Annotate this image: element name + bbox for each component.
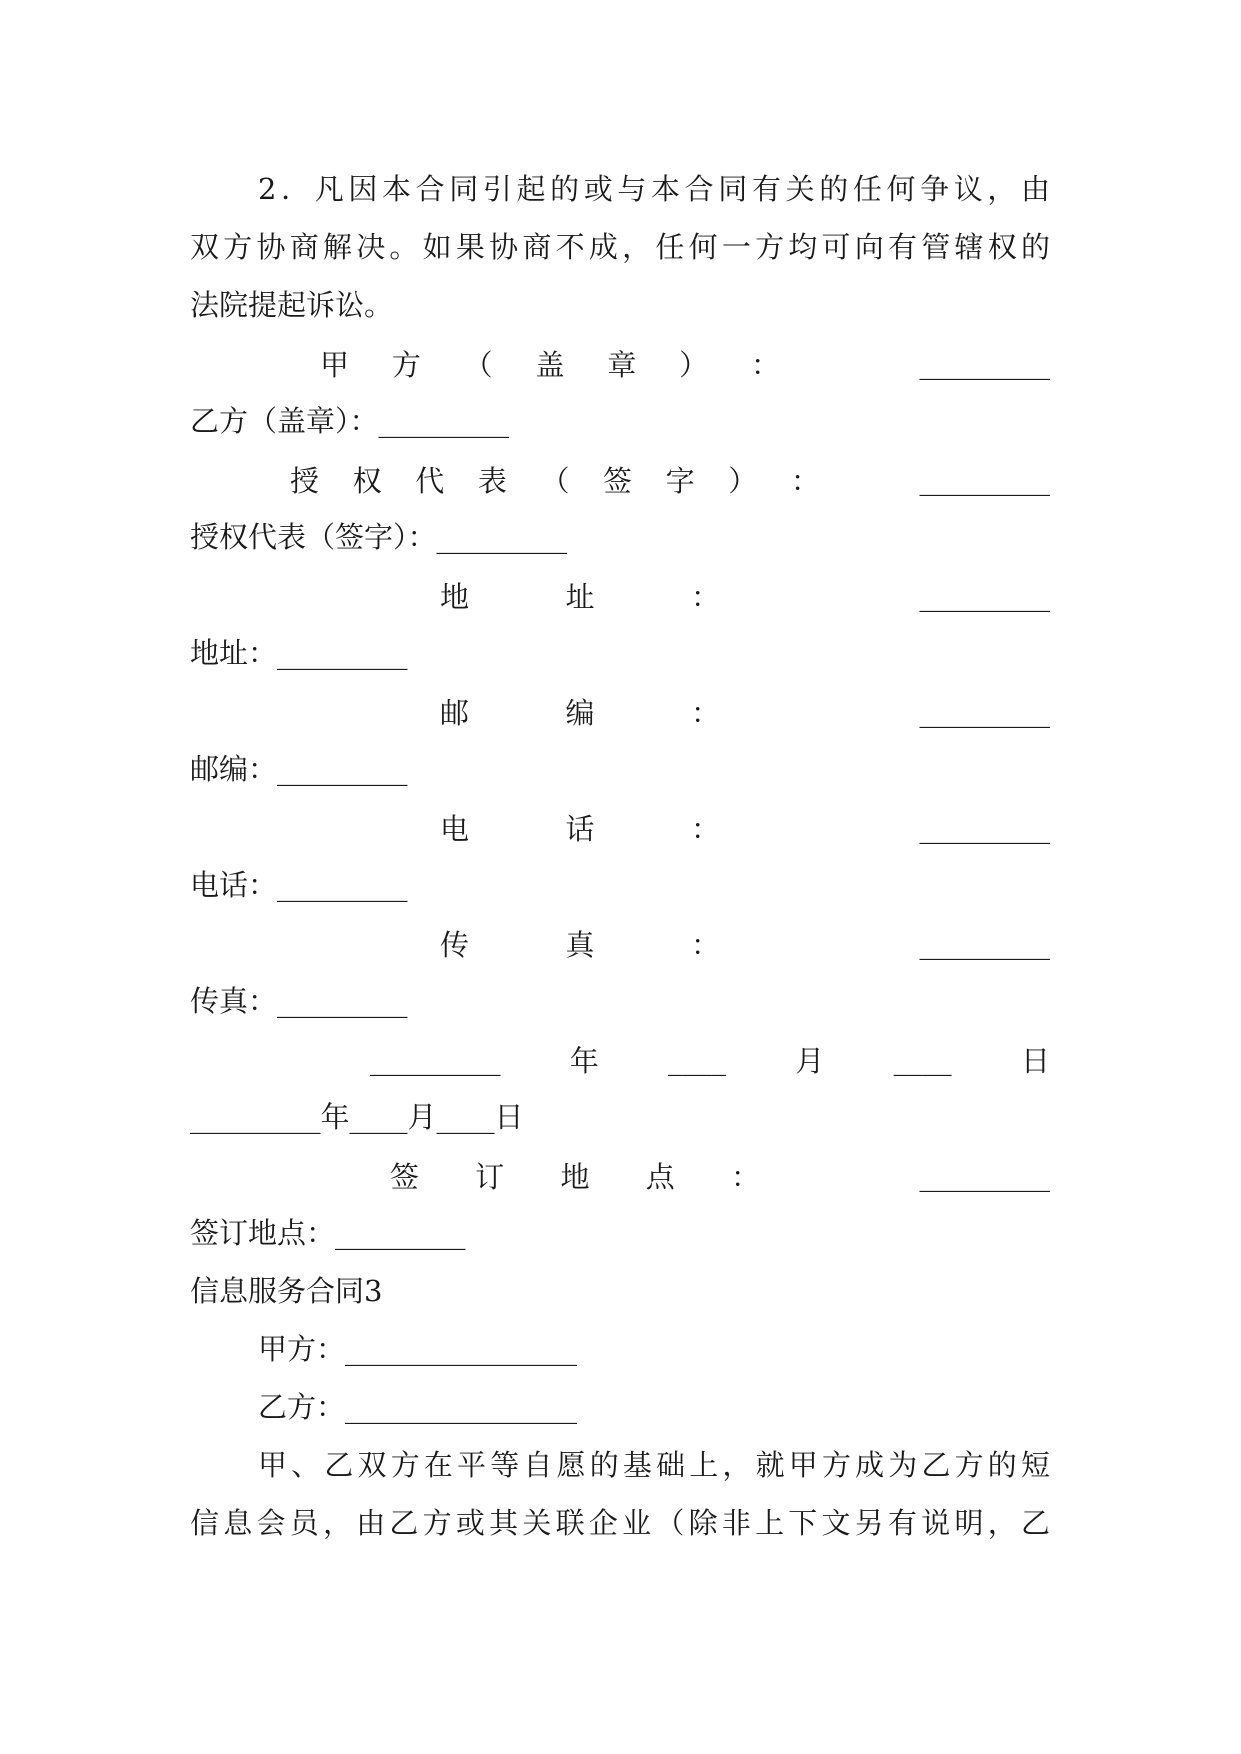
place-b-line: 签订地点：_________ [190,1216,466,1250]
date-a-year: 年 [569,1043,599,1078]
date-a-fields [370,1039,1050,1080]
phone-b-line: 电话：_________ [190,868,408,902]
date-b-line: _________年____月____日 [190,1100,524,1134]
date-a-year-blank: _________ [370,1042,501,1076]
party-b-seal-line: 乙方（盖章）：_________ [190,404,510,438]
address-a-blank: _________ [919,578,1050,612]
date-a-month: 月 [795,1043,825,1078]
date-a-day: 日 [1020,1043,1050,1078]
document-page [190,160,1050,1552]
party-a-line: 甲方：________________ [258,1332,578,1366]
section-heading: 信息服务合同3 [190,1274,383,1308]
date-a-row [190,1030,1050,1088]
address-a-label: 地 址 ： [440,579,720,614]
postcode-b-line: 邮编：_________ [190,752,408,786]
party-a-seal-row [190,334,1050,392]
fax-a-blank: _________ [919,926,1050,960]
postcode-a-row [190,682,1050,740]
address-b-line: 地址：_________ [190,636,408,670]
date-a-day-blank: ____ [893,1042,952,1076]
rep-b-line: 授权代表（签字）：_________ [190,520,568,554]
rep-a-blank: _________ [919,462,1050,496]
phone-a-blank: _________ [919,810,1050,844]
rep-a-row [190,450,1050,508]
address-a-row [190,566,1050,624]
para1-line-1: 2．凡因本合同引起的或与本合同有关的任何争议，由 [258,172,1050,206]
party-a-seal-blank: _________ [919,346,1050,380]
para2-line-2: 信息会员，由乙方或其关联企业（除非上下文另有说明，乙 [190,1506,1050,1540]
place-a-label: 签 订 地 点 ： [390,1159,760,1194]
rep-a-label: 授 权 代 表 （ 签 字 ） ： [290,463,820,498]
para1-line-2: 双方协商解决。如果协商不成，任何一方均可向有管辖权的 [190,230,1050,264]
phone-a-label: 电 话 ： [440,811,720,846]
place-a-row [190,1146,1050,1204]
party-b-line: 乙方：________________ [258,1390,578,1424]
fax-b-line: 传真：_________ [190,984,408,1018]
para1-line-3: 法院提起诉讼。 [190,288,394,322]
party-a-seal-label: 甲 方 （ 盖 章 ） ： [320,347,780,382]
postcode-a-label: 邮 编 ： [440,695,720,730]
postcode-a-blank: _________ [919,694,1050,728]
place-a-blank: _________ [919,1158,1050,1192]
fax-a-row [190,914,1050,972]
date-a-month-blank: ____ [668,1042,727,1076]
para2-line-1: 甲、乙双方在平等自愿的基础上，就甲方成为乙方的短 [258,1448,1050,1482]
fax-a-label: 传 真 ： [440,927,720,962]
phone-a-row [190,798,1050,856]
